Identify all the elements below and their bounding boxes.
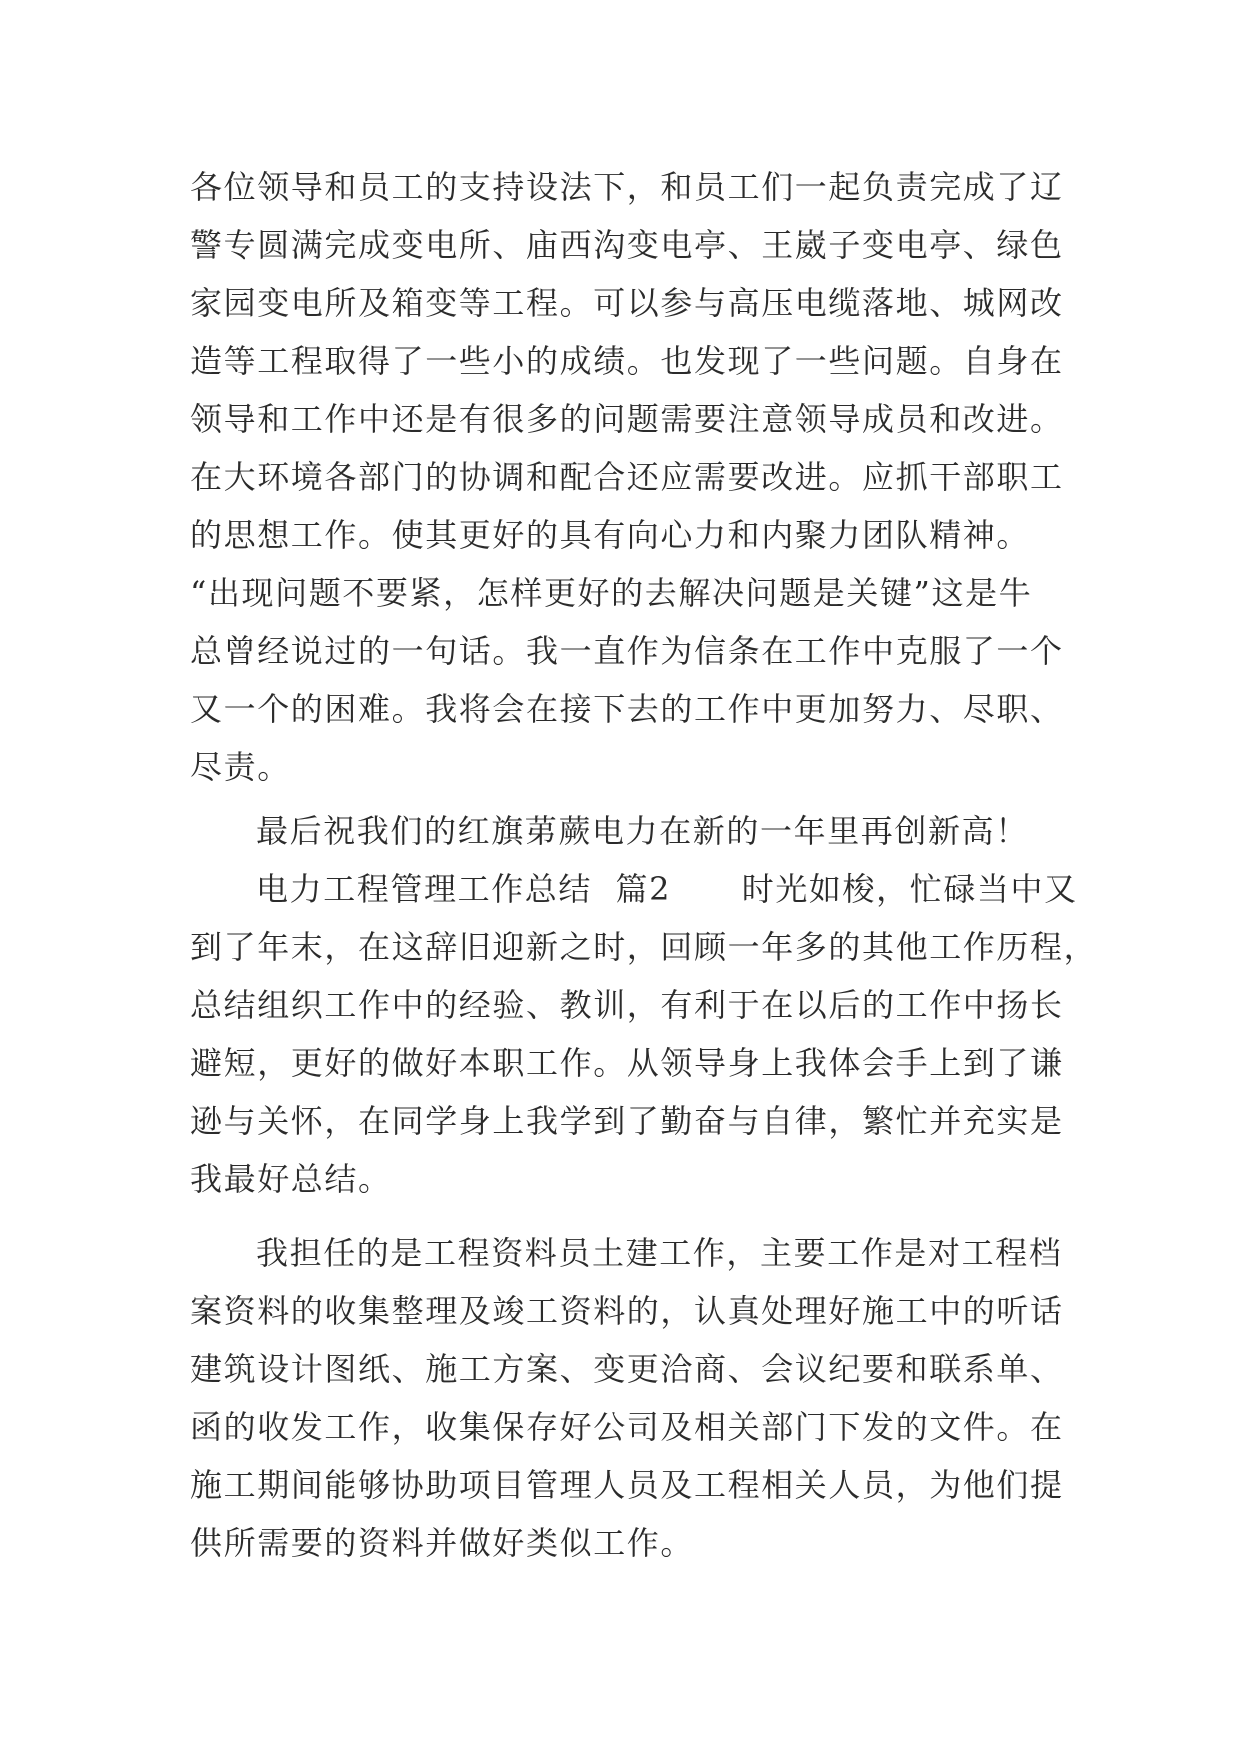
text-line: 警专圆满完成变电所、庙西沟变电亭、王崴子变电亭、绿色 [190, 226, 1064, 264]
text-line: 在大环境各部门的协调和配合还应需要改进。应抓干部职工 [190, 458, 1064, 496]
text-line: 我最好总结。 [190, 1160, 392, 1198]
text-line: 造等工程取得了一些小的成绩。也发现了一些问题。自身在 [190, 342, 1064, 380]
text-line: 案资料的收集整理及竣工资料的，认真处理好施工中的听话 [190, 1292, 1064, 1330]
text-line: 家园变电所及箱变等工程。可以参与高压电缆落地、城网改 [190, 284, 1064, 322]
document-body [190, 158, 1098, 1572]
text-line: 避短，更好的做好本职工作。从领导身上我体会手上到了谦 [190, 1044, 1064, 1082]
text-line: 的思想工作。使其更好的具有向心力和内聚力团队精神。 [190, 516, 1031, 554]
text-line: 到了年末，在这辞旧迎新之时，回顾一年多的其他工作历程， [190, 928, 1098, 966]
text-line: 又一个的困难。我将会在接下去的工作中更加努力、尽职、 [190, 690, 1064, 728]
text-line: 总结组织工作中的经验、教训，有利于在以后的工作中扬长 [190, 986, 1064, 1024]
paragraph-4 [190, 1224, 1070, 1572]
text-line: 供所需要的资料并做好类似工作。 [190, 1524, 695, 1562]
paragraph-1 [190, 158, 1070, 796]
text-line: 领导和工作中还是有很多的问题需要注意领导成员和改进。 [190, 400, 1064, 438]
paragraph-3 [190, 860, 1098, 1208]
text-line: 最后祝我们的红旗苐蕨电力在新的一年里再创新高！ [256, 812, 1029, 850]
text-line: 我担任的是工程资料员土建工作，主要工作是对工程档 [256, 1234, 1063, 1272]
text-line: “出现问题不要紧，怎样更好的去解决问题是关键”这是牛 [190, 574, 1033, 612]
text-line: 建筑设计图纸、施工方案、变更洽商、会议纪要和联系单、 [190, 1350, 1064, 1388]
text-line: 总曾经说过的一句话。我一直作为信条在工作中克服了一个 [190, 632, 1064, 670]
section-heading-line: 电力工程管理工作总结 篇2 时光如梭，忙碌当中又 [256, 870, 1078, 908]
text-line: 逊与关怀，在同学身上我学到了勤奋与自律，繁忙并充实是 [190, 1102, 1064, 1140]
text-line: 各位领导和员工的支持设法下，和员工们一起负责完成了辽 [190, 168, 1064, 206]
text-line: 函的收发工作，收集保存好公司及相关部门下发的文件。在 [190, 1408, 1064, 1446]
paragraph-2 [190, 802, 1070, 860]
text-line: 尽责。 [190, 748, 291, 786]
text-line: 施工期间能够协助项目管理人员及工程相关人员，为他们提 [190, 1466, 1064, 1504]
